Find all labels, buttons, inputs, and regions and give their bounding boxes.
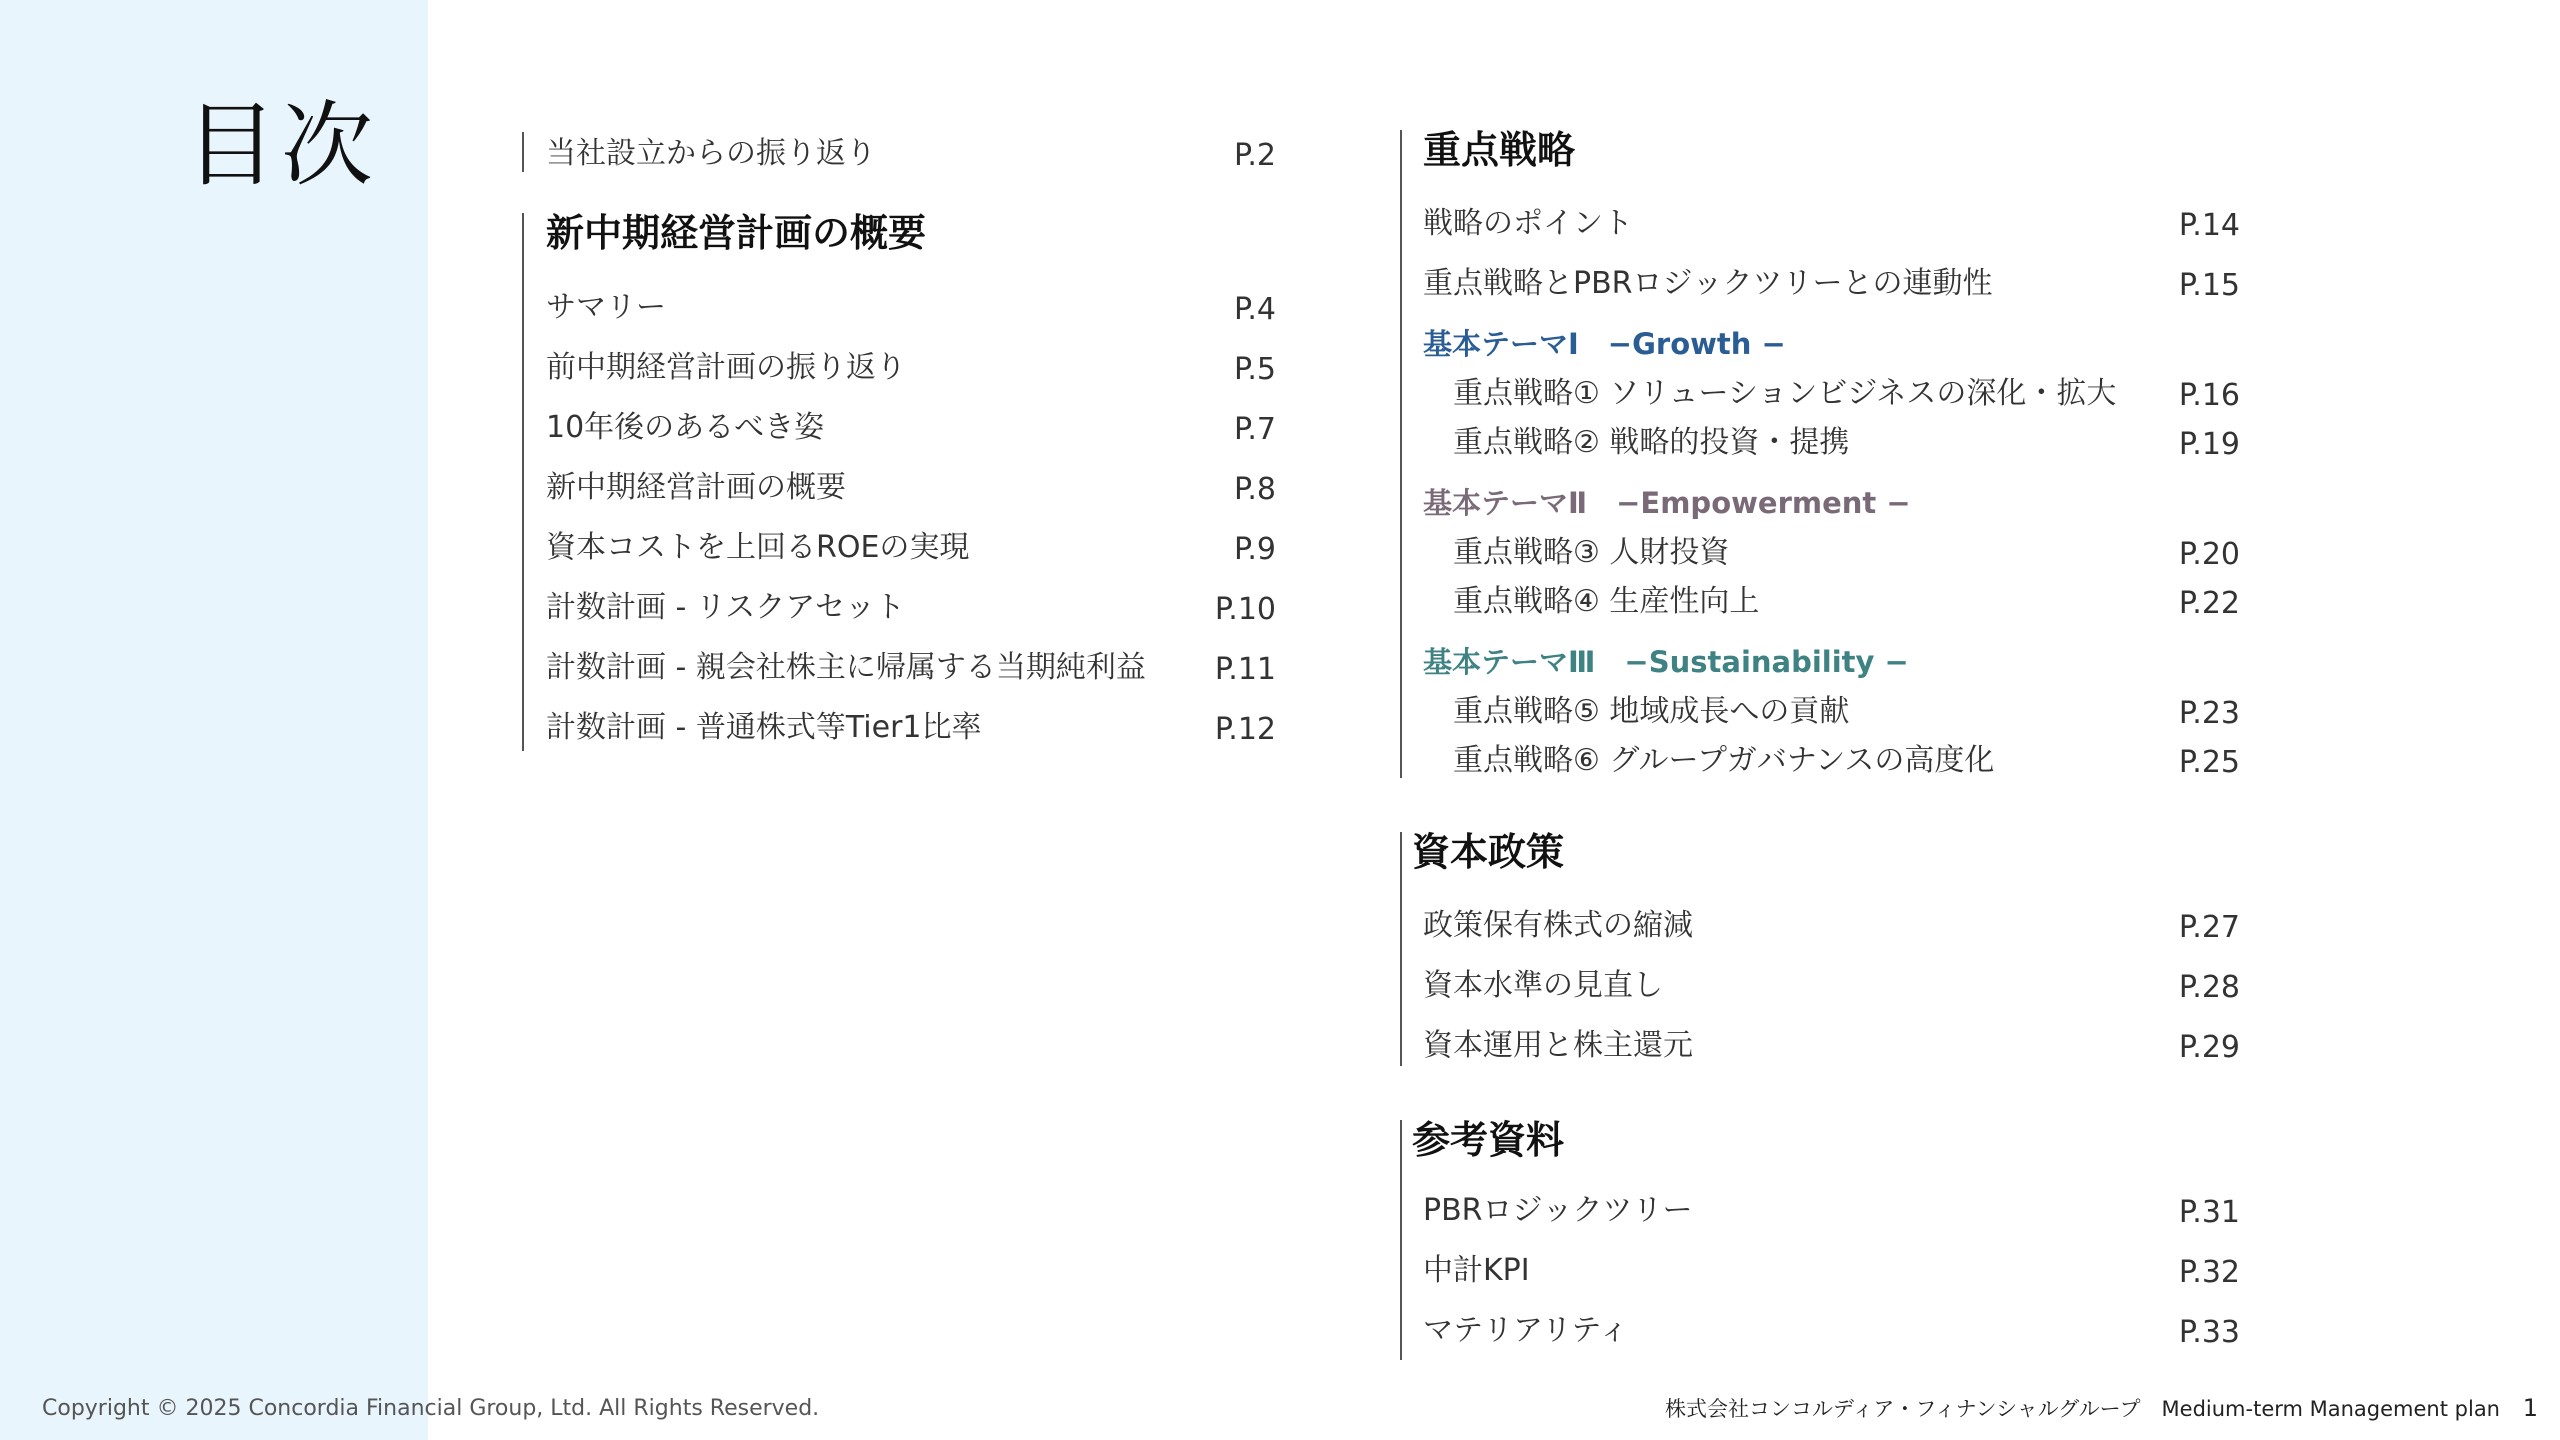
sidebar-band xyxy=(0,0,428,1440)
toc-page: P.20 xyxy=(2178,537,2240,572)
section-bar xyxy=(1400,832,1402,1066)
toc-item[interactable]: PBRロジックツリー xyxy=(1423,1193,1693,1228)
toc-item[interactable]: 重点戦略⑥ グループガバナンスの高度化 xyxy=(1453,743,1995,778)
toc-page: P.31 xyxy=(2178,1195,2240,1230)
toc-page: P.2 xyxy=(1233,138,1276,173)
toc-page: P.33 xyxy=(2178,1315,2240,1350)
section-heading: 参考資料 xyxy=(1412,1118,1565,1162)
toc-item[interactable]: 計数計画 - 親会社株主に帰属する当期純利益 xyxy=(546,650,1146,685)
toc-item[interactable]: 中計KPI xyxy=(1423,1253,1530,1288)
toc-page: P.19 xyxy=(2178,427,2240,462)
toc-item[interactable]: 当社設立からの振り返り xyxy=(546,136,876,171)
toc-page: P.14 xyxy=(2178,208,2240,243)
theme-heading-sustainability: 基本テーマⅢ −Sustainability − xyxy=(1423,645,1909,679)
toc-page: P.12 xyxy=(1214,712,1276,747)
copyright-text: Copyright © 2025 Concordia Financial Group, Ltd. All Rights Reserved. xyxy=(42,1396,820,1421)
theme-heading-empowerment: 基本テーマⅡ −Empowerment − xyxy=(1423,486,1911,520)
toc-item[interactable]: 計数計画 - リスクアセット xyxy=(546,590,905,625)
toc-item[interactable]: 計数計画 - 普通株式等Tier1比率 xyxy=(546,710,982,745)
toc-item[interactable]: 資本水準の見直し xyxy=(1423,968,1663,1003)
toc-page: P.22 xyxy=(2178,586,2240,621)
theme-heading-growth: 基本テーマⅠ −Growth − xyxy=(1423,327,1786,361)
section-heading: 資本政策 xyxy=(1412,830,1565,874)
toc-page: P.32 xyxy=(2178,1255,2240,1290)
toc-page: P.8 xyxy=(1233,472,1276,507)
toc-page: P.10 xyxy=(1214,592,1276,627)
toc-page: P.23 xyxy=(2178,696,2240,731)
toc-page: P.5 xyxy=(1233,352,1276,387)
toc-item[interactable]: 重点戦略③ 人財投資 xyxy=(1453,535,1730,570)
section-bar xyxy=(522,213,524,751)
company-name: 株式会社コンコルディア・フィナンシャルグループ Medium-term Management plan xyxy=(1665,1397,2500,1421)
toc-item[interactable]: サマリー xyxy=(546,290,666,325)
toc-item[interactable]: 重点戦略① ソリューションビジネスの深化・拡大 xyxy=(1453,376,2117,411)
toc-item[interactable]: 重点戦略④ 生産性向上 xyxy=(1453,584,1760,619)
toc-page: P.16 xyxy=(2178,378,2240,413)
toc-page: P.15 xyxy=(2178,268,2240,303)
page-title: 目次 xyxy=(185,92,378,199)
toc-item[interactable]: 資本コストを上回るROEの実現 xyxy=(546,530,970,565)
section-bar xyxy=(1400,130,1402,778)
toc-item[interactable]: 重点戦略⑤ 地域成長への貢献 xyxy=(1453,694,1850,729)
toc-item[interactable]: 新中期経営計画の概要 xyxy=(546,470,846,505)
toc-page: P.29 xyxy=(2178,1030,2240,1065)
section-bar xyxy=(522,132,524,172)
section-bar xyxy=(1400,1120,1402,1360)
toc-page: P.4 xyxy=(1233,292,1276,327)
toc-page: P.27 xyxy=(2178,910,2240,945)
page-number: 1 xyxy=(2522,1394,2538,1422)
toc-page: P.25 xyxy=(2178,745,2240,780)
toc-item[interactable]: 重点戦略② 戦略的投資・提携 xyxy=(1453,425,1850,460)
toc-item[interactable]: 10年後のあるべき姿 xyxy=(546,410,825,445)
toc-item[interactable]: 資本運用と株主還元 xyxy=(1423,1028,1693,1063)
toc-page: P.9 xyxy=(1233,532,1276,567)
toc-page: P.7 xyxy=(1233,412,1276,447)
section-heading: 重点戦略 xyxy=(1423,128,1576,172)
section-heading: 新中期経営計画の概要 xyxy=(546,211,927,255)
toc-item[interactable]: 政策保有株式の縮減 xyxy=(1423,908,1693,943)
toc-item[interactable]: 重点戦略とPBRロジックツリーとの連動性 xyxy=(1423,266,1993,301)
toc-page: P.28 xyxy=(2178,970,2240,1005)
toc-page: P.11 xyxy=(1214,652,1276,687)
toc-item[interactable]: 戦略のポイント xyxy=(1423,206,1633,241)
toc-item[interactable]: マテリアリティ xyxy=(1423,1313,1629,1348)
toc-item[interactable]: 前中期経営計画の振り返り xyxy=(546,350,906,385)
